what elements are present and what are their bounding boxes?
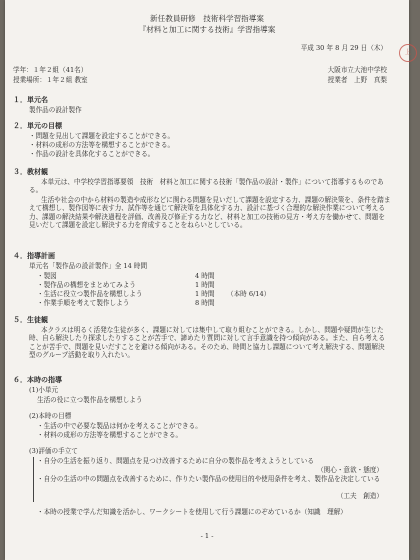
school-name: 大阪市立大池中学校 <box>327 66 387 74</box>
teacher-name: 授業者 上野 真梨 <box>327 76 387 84</box>
plan-row-note: （本時 6/14） <box>227 290 271 298</box>
subsection-2-title: (2)本時の目標 <box>29 412 72 420</box>
subsection-1-title: (1)小単元 <box>29 386 59 394</box>
document-subtitle: 『材料と加工に関する技術』学習指導案 <box>138 25 276 34</box>
plan-row-label: ・製作品の構想をまとめてみよう <box>37 281 136 289</box>
document-title: 新任教員研修 技術科学習指導案 <box>150 14 264 23</box>
evaluation-item: ・自分の生活の中の問題点を改善するために、作りたい製作品の使用目的や使用条件を考え、製作品を決定している <box>37 475 381 483</box>
evaluation-item: ・自分の生活を振り返り、問題点を見つけ改善するために自分の製作品を考えようとしている <box>37 457 314 465</box>
unit-plan-heading: 単元名「製作品の設計製作」全 14 時間 <box>29 262 148 270</box>
date: 平成 30 年 8 月 29 日（木） <box>300 44 387 52</box>
document-page <box>5 0 409 560</box>
plan-row-label: ・作業手順を考えて製作しよう <box>37 299 130 307</box>
evaluation-category: （工夫 創造） <box>336 492 383 500</box>
section-3-paragraph-2: 生活や社会の中から材料の製造や成形などに関わる問題を見いだして課題を設定する力、課題の解決策を、条件を踏まえて構想し、製作図等に表す力、試作等を通じて解決策を具体化する力、設計に基づく合理的な解決作業について考える力、課題の解決結果や解決過程を評価、改善及び修正する力など、材料と加工の技術の見方・考え方を働かせて、問題を見いだして課題を設定し解決する力を育成することをねらいとしている。 <box>29 196 391 230</box>
seal-stamp: 上 <box>399 44 417 62</box>
subsection-3-title: (3)評価の手立て <box>29 447 78 455</box>
section-5-title: ５．生徒観 <box>13 315 48 324</box>
section-3-title: ３．教材観 <box>13 167 48 176</box>
plan-row-hours: 8 時間 <box>195 299 215 307</box>
section-2-title: ２．単元の目標 <box>13 121 62 130</box>
section-5-paragraph: 本クラスは明るく活発な生徒が多く、課題に対しては集中して取り組むことができる。しかし、問題や疑問が生じた時、自ら解決したり探求したりすることが苦手で、諦めたり質問に対して言手意識を持つ傾向がある。また、自ら考えることが苦手で、問題を見いだすことを避ける傾向がある。そのため、時間と協力し課題について考え解決する、問題解決型のグループ活動を取り入れたい。 <box>29 326 385 360</box>
plan-row-hours: 4 時間 <box>195 272 215 280</box>
page-number: - 1 - <box>200 532 214 540</box>
list-item: ・生活の中で必要な製品は何かを考えることができる。 <box>37 422 202 430</box>
evaluation-category: （関心・意欲・態度） <box>317 466 383 474</box>
grade-info: 学年：１年２組（41名） <box>13 66 88 74</box>
list-item: ・材料の成形の方法等を構想することができる。 <box>37 431 183 439</box>
place-info: 授業場所：１年２組 教室 <box>13 76 88 84</box>
section-1-body: 製作品の設計製作 <box>29 106 82 114</box>
evaluation-item: ・本時の授業で学んだ知識を活かし、ワークシートを使用して行う課題にのぞめているか（知識 理解） <box>37 508 347 516</box>
subsection-1-body: 生活の役に立つ製作品を構想しよう <box>37 396 143 404</box>
bracket-line <box>33 457 34 502</box>
section-1-title: １．単元名 <box>13 95 48 104</box>
plan-row-label: ・生活に役立つ製作品を構想しよう <box>37 290 143 298</box>
section-3-paragraph-1: 本単元は、中学校学習指導要領 技術 材料と加工に関する技術「製作品の設計・製作」について指導するものである。 <box>29 178 384 195</box>
list-item: ・材料の成形の方法等を構想することができる。 <box>29 141 175 149</box>
plan-row-hours: 1 時間 <box>195 290 215 298</box>
section-6-title: ６．本時の指導 <box>13 375 62 384</box>
section-4-title: ４．指導計画 <box>13 251 55 260</box>
list-item: ・作品の設計を具体化することができる。 <box>29 150 155 158</box>
plan-row-hours: 1 時間 <box>195 281 215 289</box>
list-item: ・問題を見出して課題を設定することができる。 <box>29 132 175 140</box>
plan-row-label: ・製図 <box>37 272 57 280</box>
